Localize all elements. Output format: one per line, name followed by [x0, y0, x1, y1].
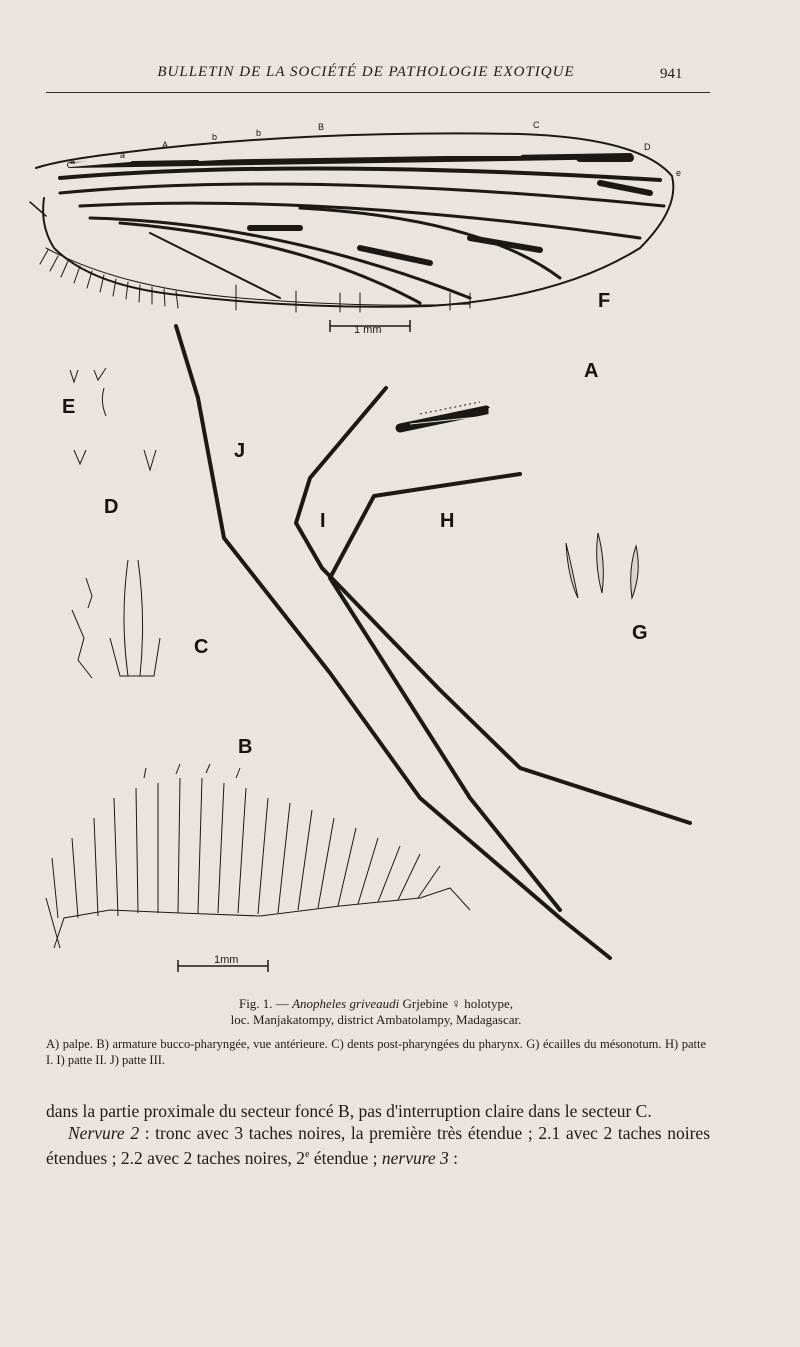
wing-label-b2: b — [256, 128, 262, 138]
caption-species: Anopheles griveaudi — [292, 996, 400, 1011]
wing-label-a: a — [70, 156, 76, 166]
panel-label-E: E — [62, 396, 76, 418]
sensillae-drawing — [70, 368, 156, 470]
paragraph-2-text-b: étendue ; — [309, 1147, 382, 1168]
wing-label-D: D — [644, 142, 651, 152]
superscript-e: e — [305, 1149, 310, 1160]
paragraph-2 — [46, 1122, 710, 1169]
wing-label-C: C — [533, 120, 540, 130]
caption-fig-prefix: Fig. 1. — — [238, 996, 293, 1011]
anopheles-figure — [0, 98, 800, 998]
caption-legend: A) palpe. B) armature bucco-pharyngée, vue antérieure. C) dents post-pharyngées du pharynx. G) écailles du mésonotum. H) patte I. I) patte II. J) patte III. — [46, 1037, 706, 1067]
figure-drawing — [0, 98, 800, 998]
wing-drawing — [30, 133, 673, 312]
panel-label-B: B — [238, 736, 253, 758]
pharynx-scale-label: 1mm — [214, 954, 239, 966]
header-rule — [46, 92, 710, 93]
panel-label-A: A — [584, 360, 599, 382]
panel-label-D: D — [104, 496, 119, 518]
caption-title-rest: Grjebine ♀ holotype, — [399, 996, 514, 1011]
leg-I — [330, 474, 560, 910]
wing-label-B: B — [318, 122, 325, 132]
mesonotum-scales — [566, 533, 638, 598]
panel-label-J: J — [234, 440, 246, 462]
panel-label-I: I — [320, 510, 326, 532]
wing-label-A: A — [162, 140, 169, 150]
panel-label-G: G — [632, 622, 648, 644]
wing-label-a-prime: a' — [120, 150, 127, 160]
palp-drawing — [400, 402, 606, 428]
paragraph-1: dans la partie proximale du secteur foncé B, pas d'interruption claire dans le secteur C. — [46, 1101, 652, 1121]
paragraph-2-text-a: : tronc avec 3 taches noires, la première très étendue ; 2.1 avec 2 taches noires étendues ; 2.2 avec 2 taches noires, 2 — [46, 1123, 711, 1168]
nervure-2-term: Nervure 2 — [68, 1123, 140, 1143]
panel-label-F: F — [598, 290, 611, 312]
page-number: 941 — [660, 66, 683, 82]
caption-locality: loc. Manjakatompy, district Ambatolampy, Madagascar. — [230, 1012, 522, 1027]
leg-II — [296, 388, 690, 823]
post-pharyngeal-teeth-drawing — [72, 560, 160, 678]
running-title: BULLETIN DE LA SOCIÉTÉ DE PATHOLOGIE EXOTIQUE — [157, 64, 575, 80]
wing-label-e: e — [676, 168, 682, 178]
figure-caption — [46, 996, 706, 1068]
wing-label-b1: b — [212, 132, 218, 142]
wing-scale-label: 1 mm — [354, 324, 382, 336]
paragraph-2-end: : — [448, 1147, 459, 1168]
panel-label-H: H — [440, 510, 455, 532]
body-text — [46, 1100, 710, 1169]
bucco-pharyngeal-armature-drawing — [46, 764, 470, 948]
panel-label-C: C — [194, 636, 209, 658]
caption-title — [46, 996, 706, 1012]
nervure-3-term: nervure 3 — [381, 1147, 449, 1168]
